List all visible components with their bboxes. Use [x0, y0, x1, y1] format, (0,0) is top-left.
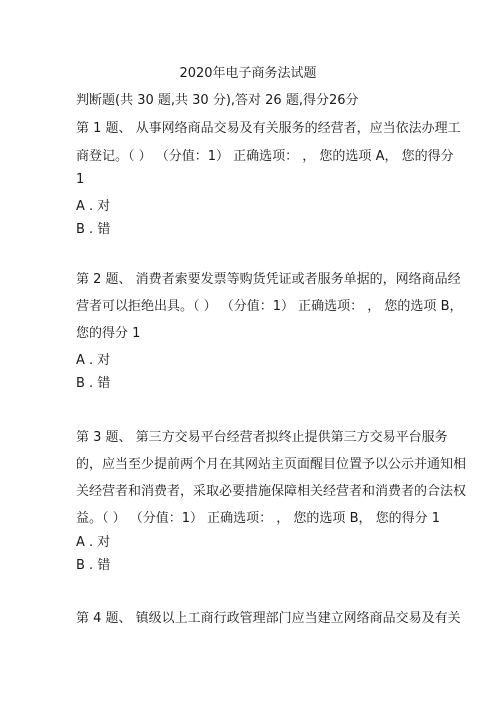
question-2-text-line-1: 第 2 题、 消费者索要发票等购货凭证或者服务单据的，网络商品经 — [76, 272, 461, 287]
question-2-text-line-2: 营者可以拒绝出具。（ ） （分值：1） 正确选项： ， 您的选项 B， — [76, 299, 463, 314]
question-3-text-line-1: 第 3 题、 第三方交易平台经营者拟终止提供第三方交易平台服务 — [76, 430, 448, 445]
question-3-option-b: B . 错 — [76, 558, 111, 573]
question-3-text-line-3: 关经营者和消费者，采取必要措施保障相关经营者和消费者的合法权 — [76, 484, 467, 499]
question-3-text-line-4: 益。（ ） （分值：1） 正确选项： ， 您的选项 B， 您的得分 1 — [76, 511, 441, 526]
document-title: 2020年电子商务法试题 — [179, 66, 317, 81]
question-1-option-a: A . 对 — [76, 199, 111, 214]
question-2-text-line-3: 您的得分 1 — [76, 326, 141, 341]
question-1-text-line-2: 商登记。（ ） （分值：1） 正确选项： ， 您的选项 A， 您的得分 — [76, 149, 454, 164]
question-3-option-a: A . 对 — [76, 535, 111, 550]
question-3-text-line-2: 的，应当至少提前两个月在其网站主页面醒目位置予以公示并通知相 — [76, 457, 467, 472]
question-2-option-b: B . 错 — [76, 376, 111, 391]
question-1-text-line-1: 第 1 题、 从事网络商品交易及有关服务的经营者，应当依法办理工 — [76, 121, 461, 136]
question-1-text-line-3: 1 — [76, 172, 85, 187]
question-4-text-line-1: 第 4 题、 镇级以上工商行政管理部门应当建立网络商品交易及有关 — [76, 611, 461, 626]
question-1-option-b: B . 错 — [76, 222, 111, 237]
question-2-option-a: A . 对 — [76, 353, 111, 368]
score-summary: 判断题(共 30 题,共 30 分),答对 26 题,得分26分 — [76, 93, 359, 108]
